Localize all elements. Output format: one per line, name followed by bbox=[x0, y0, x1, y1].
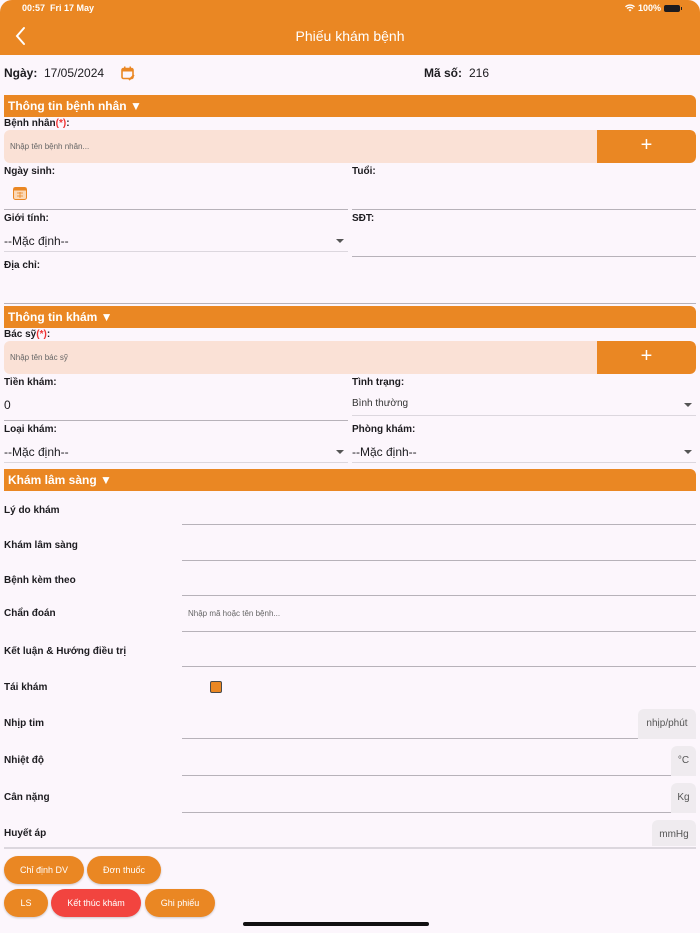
temperature-label: Nhiệt độ bbox=[4, 755, 44, 766]
add-doctor-button[interactable]: + bbox=[597, 341, 696, 374]
room-label: Phòng khám: bbox=[352, 424, 416, 435]
gender-underline bbox=[4, 251, 348, 252]
patient-label: Bệnh nhân(*): bbox=[4, 118, 70, 129]
save-button[interactable]: Ghi phiếu bbox=[145, 889, 215, 917]
app-header bbox=[0, 0, 700, 55]
status-label: Tình trạng: bbox=[352, 377, 405, 388]
doctor-search-input[interactable] bbox=[10, 341, 590, 374]
followup-checkbox[interactable] bbox=[210, 681, 222, 693]
reason-label: Lý do khám bbox=[4, 505, 60, 516]
weight-unit: Kg bbox=[671, 783, 696, 813]
code-value: 216 bbox=[469, 66, 490, 80]
heart-rate-unit: nhịp/phút bbox=[638, 709, 696, 739]
blood-pressure-label: Huyết áp bbox=[4, 828, 47, 839]
doctor-label: Bác sỹ(*): bbox=[4, 329, 51, 340]
clinical-exam-label: Khám lâm sàng bbox=[4, 540, 78, 551]
blood-pressure-unit: mmHg bbox=[652, 820, 696, 846]
finish-exam-button[interactable]: Kết thúc khám bbox=[51, 889, 141, 917]
calendar-edit-icon[interactable] bbox=[121, 66, 135, 81]
exam-section-header[interactable]: Thông tin khám ▼ bbox=[4, 306, 696, 328]
patient-search-input[interactable] bbox=[10, 130, 590, 163]
dob-underline bbox=[4, 209, 348, 210]
fee-label: Tiền khám: bbox=[4, 377, 57, 388]
wifi-icon bbox=[625, 4, 635, 12]
exam-type-underline bbox=[4, 462, 348, 463]
date-label: Ngày: bbox=[4, 66, 38, 80]
weight-label: Cân nặng bbox=[4, 792, 50, 803]
battery-percent: 100% bbox=[637, 3, 661, 13]
page-title: Phiếu khám bệnh bbox=[295, 28, 405, 44]
room-underline bbox=[352, 462, 696, 463]
room-dropdown[interactable]: --Mặc định-- bbox=[352, 445, 417, 459]
clinical-section-header[interactable]: Khám lâm sàng ▼ bbox=[4, 469, 696, 491]
fee-underline bbox=[4, 420, 348, 421]
temperature-input[interactable] bbox=[182, 740, 671, 776]
followup-label: Tái khám bbox=[4, 682, 48, 693]
address-field[interactable] bbox=[4, 303, 696, 304]
address-label: Địa chỉ: bbox=[4, 260, 41, 271]
exam-type-dropdown[interactable]: --Mặc định-- bbox=[4, 445, 69, 459]
exam-type-label: Loại khám: bbox=[4, 424, 57, 435]
status-underline bbox=[352, 415, 696, 416]
phone-label: SĐT: bbox=[352, 213, 375, 224]
clinical-exam-input[interactable] bbox=[182, 525, 696, 561]
dob-label: Ngày sinh: bbox=[4, 166, 56, 177]
gender-dropdown[interactable]: --Mặc định-- bbox=[4, 234, 69, 248]
chevron-down-icon bbox=[684, 450, 692, 454]
patient-search-box bbox=[4, 130, 696, 163]
doctor-search-box bbox=[4, 341, 696, 374]
add-patient-button[interactable]: + bbox=[597, 130, 696, 163]
prescription-button[interactable]: Đơn thuốc bbox=[87, 856, 161, 884]
service-order-button[interactable]: Chỉ định DV bbox=[4, 856, 84, 884]
battery-icon bbox=[664, 5, 680, 12]
chevron-down-icon bbox=[336, 450, 344, 454]
reason-input[interactable] bbox=[182, 489, 696, 525]
required-mark: (*) bbox=[55, 118, 67, 129]
patient-section-header[interactable]: Thông tin bệnh nhân ▼ bbox=[4, 95, 696, 117]
diagnosis-label: Chẩn đoán bbox=[4, 608, 56, 619]
comorbid-label: Bệnh kèm theo bbox=[4, 575, 76, 586]
code-label: Mã số: bbox=[424, 66, 463, 80]
age-label: Tuổi: bbox=[352, 166, 376, 177]
top-row bbox=[4, 66, 696, 84]
status-time: 00:57 Fri 17 May bbox=[22, 3, 95, 13]
heart-rate-label: Nhịp tim bbox=[4, 718, 44, 729]
fee-input[interactable]: 0 bbox=[4, 398, 11, 412]
status-dropdown[interactable]: Bình thường bbox=[352, 398, 409, 409]
conclusion-label: Kết luận & Hướng điều trị bbox=[4, 646, 127, 657]
heart-rate-input[interactable] bbox=[182, 703, 638, 739]
required-mark: (*) bbox=[36, 329, 47, 340]
diagnosis-input[interactable] bbox=[182, 596, 696, 632]
ls-button[interactable]: LS bbox=[4, 889, 48, 917]
status-right bbox=[625, 3, 680, 13]
scroll-boundary bbox=[4, 847, 696, 849]
gender-label: Giới tính: bbox=[4, 213, 49, 224]
temperature-unit: °C bbox=[671, 746, 696, 776]
weight-input[interactable] bbox=[182, 777, 671, 813]
age-field[interactable] bbox=[352, 209, 696, 210]
chevron-down-icon bbox=[336, 239, 344, 243]
date-value: 17/05/2024 bbox=[44, 66, 105, 80]
comorbid-input[interactable] bbox=[182, 560, 696, 596]
calendar-icon[interactable] bbox=[13, 187, 27, 200]
phone-field[interactable] bbox=[352, 256, 696, 257]
chevron-down-icon bbox=[684, 403, 692, 407]
conclusion-input[interactable] bbox=[182, 631, 696, 667]
home-indicator[interactable] bbox=[243, 922, 429, 926]
